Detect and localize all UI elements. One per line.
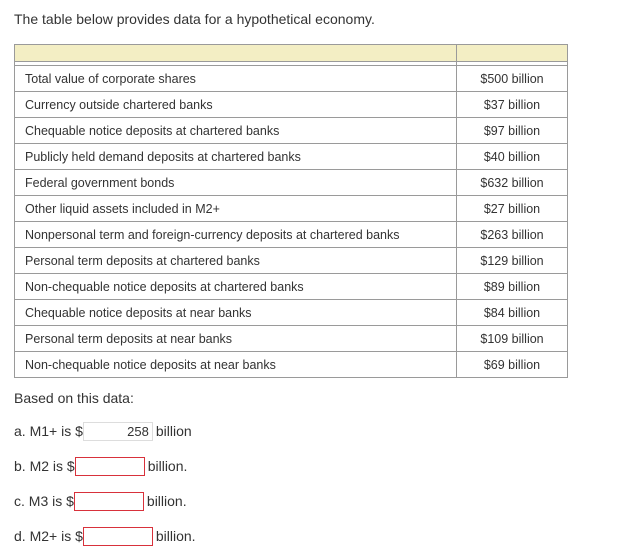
table-row: [15, 222, 568, 248]
question-c: [14, 490, 187, 512]
question-b-suffix: billion.: [147, 458, 188, 474]
question-a-prefix: a. M1+ is $: [14, 423, 83, 439]
m1-plus-answer-input[interactable]: [83, 422, 153, 441]
row-value: $40 billion: [457, 144, 568, 170]
table-row: [15, 144, 568, 170]
row-value: $69 billion: [457, 352, 568, 378]
table-row: [15, 170, 568, 196]
row-label: Currency outside chartered banks: [15, 92, 457, 118]
question-b: [14, 455, 187, 477]
m3-answer-input[interactable]: [74, 492, 144, 511]
question-c-prefix: c. M3 is $: [14, 493, 74, 509]
row-label: Chequable notice deposits at chartered banks: [15, 118, 457, 144]
row-value: $129 billion: [457, 248, 568, 274]
header-label-cell: [15, 45, 457, 62]
question-d-prefix: d. M2+ is $: [14, 528, 83, 544]
table-header-row: [15, 45, 568, 62]
row-value: $37 billion: [457, 92, 568, 118]
row-label: Publicly held demand deposits at chartered banks: [15, 144, 457, 170]
table-row: [15, 326, 568, 352]
m2-plus-answer-input[interactable]: [83, 527, 153, 546]
economy-data-table: [14, 44, 568, 378]
row-label: Non-chequable notice deposits at near banks: [15, 352, 457, 378]
row-value: $500 billion: [457, 66, 568, 92]
intro-text: The table below provides data for a hypothetical economy.: [14, 11, 375, 27]
row-value: $27 billion: [457, 196, 568, 222]
table-row: [15, 300, 568, 326]
question-c-suffix: billion.: [146, 493, 187, 509]
question-d-suffix: billion.: [155, 528, 196, 544]
table-row: [15, 196, 568, 222]
row-value: $84 billion: [457, 300, 568, 326]
m2-answer-input[interactable]: [75, 457, 145, 476]
row-label: Non-chequable notice deposits at chartered banks: [15, 274, 457, 300]
row-value: $89 billion: [457, 274, 568, 300]
table-row: [15, 352, 568, 378]
questions-intro: Based on this data:: [14, 390, 134, 406]
header-value-cell: [457, 45, 568, 62]
row-label: Chequable notice deposits at near banks: [15, 300, 457, 326]
table-row: [15, 248, 568, 274]
question-a-suffix: billion: [155, 423, 192, 439]
question-d: [14, 525, 196, 547]
row-value: $263 billion: [457, 222, 568, 248]
row-label: Total value of corporate shares: [15, 66, 457, 92]
row-label: Personal term deposits at chartered banks: [15, 248, 457, 274]
row-label: Other liquid assets included in M2+: [15, 196, 457, 222]
table-row: [15, 118, 568, 144]
row-value: $97 billion: [457, 118, 568, 144]
table-row: [15, 66, 568, 92]
row-label: Personal term deposits at near banks: [15, 326, 457, 352]
table-row: [15, 274, 568, 300]
row-value: $632 billion: [457, 170, 568, 196]
question-a: [14, 420, 192, 442]
row-label: Federal government bonds: [15, 170, 457, 196]
question-b-prefix: b. M2 is $: [14, 458, 75, 474]
table-row: [15, 92, 568, 118]
row-label: Nonpersonal term and foreign-currency deposits at chartered banks: [15, 222, 457, 248]
row-value: $109 billion: [457, 326, 568, 352]
